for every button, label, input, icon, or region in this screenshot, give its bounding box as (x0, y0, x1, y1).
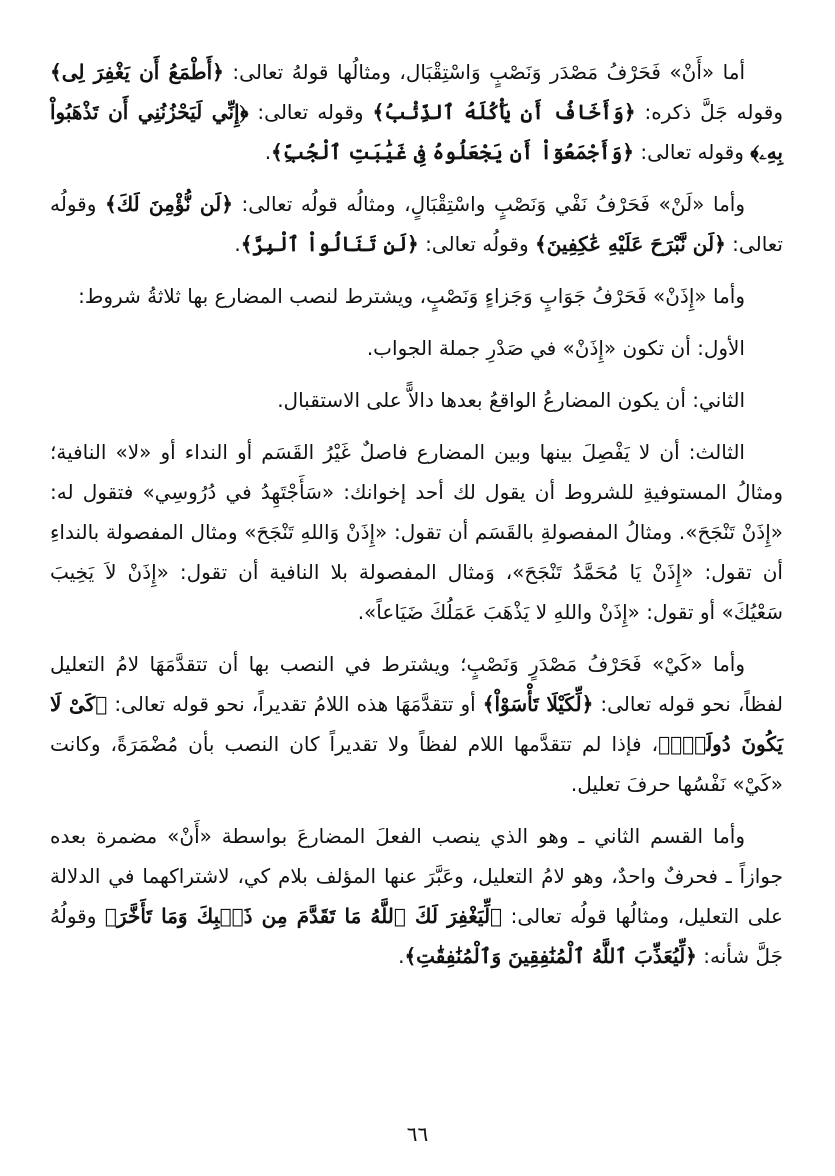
paragraph-text: الأول: أن تكون «إِذَنْ» في صَدْرِ جملة الجواب. (366, 336, 745, 360)
paragraph-idhan (50, 276, 783, 316)
page-number: ٦٦ (406, 1122, 429, 1146)
quran-verse: ﴿كَىْ لَا يَكُونَ دُولَةًۢ﴾ (50, 692, 783, 756)
paragraph-text: الثاني: أن يكون المضارعُ الواقعُ بعدها دالاًّ على الاستقبال. (277, 388, 745, 412)
paragraph-text: وقوله تعالى: (248, 100, 373, 124)
paragraph-text: وأما القسم الثاني ـ وهو الذي ينصب الفعلَ المضارعَ بواسطة «أَنْ» مضمرة بعده جوازاً ـ فحرفٌ واحدٌ، وهو لامُ التعليل، وعَبَّرَ عنها المؤلف بلام كي، لاشتراكهما في الدلالة على التعليل، ومثالُها قولُه تعالى: (50, 824, 783, 928)
paragraph-text: وقولُه تعالى: (50, 192, 783, 256)
paragraph-first (50, 328, 783, 368)
paragraph-second (50, 380, 783, 420)
quran-verse: ﴿أَطْمَعُ أَن يَغْفِرَ لِى﴾ (50, 60, 224, 84)
paragraph-text: أما «أَنْ» فَحَرْفُ مَصْدَر وَنَصْبٍ وَاسْتِقْبَال، ومثالُها قولهُ تعالى: (223, 60, 745, 84)
quran-verse: ﴿لِّيُعَذِّبَ ٱللَّهُ ٱلْمُنَٰفِقِينَ وَٱلْمُنَٰفِقَٰتِ﴾ (404, 944, 697, 968)
paragraph-text: وقولُه تعالى: (418, 232, 535, 256)
quran-verse: ﴿وَأَخَافُ أَن يَأْكُلَهُ ٱلذِّئْبُ﴾ (372, 100, 636, 124)
quran-verse: ﴿لِّكَيْلَا تَأْسَوْاْ﴾ (482, 692, 594, 716)
paragraph-text: وقوله جَلَّ ذكره: (635, 100, 783, 124)
quran-verse: ﴿إِنِّي لَيَحْزُنُنِي أَن تَذْهَبُواْ بِهِۦ﴾ (50, 100, 783, 164)
paragraph-text: أو تتقدَّمَهَا هذه اللامُ تقديراً، نحو قوله تعالى: (107, 692, 483, 716)
paragraph-text: وأما «كَيْ» فَحَرْفُ مَصْدَرٍ وَنَصْبٍ؛ ويشترط في النصب بها أن تتقدَّمَهَا لامُ التعليل لفظاً، نحو قوله تعالى: (50, 652, 783, 716)
paragraph-text: . (234, 232, 241, 256)
paragraph-text: الثالث: أن لا يَفْصِلَ بينها وبين المضارع فاصلٌ غَيْرُ القَسَم أو النداء أو «لا» النافية؛ ومثالُ المستوفيةِ للشروط أن يقول لك أحد إخوانك: «سَأَجْتَهِدُ في دُرُوسِي» فتقول له: «إِذَنْ تَنْجَحَ». ومثالُ المفصولةِ بالقَسَم أن تقول: «إِذَنْ وَاللهِ تَنْجَحَ» ومثال المفصولة بالنداءِ أن تقول: «إِذَنْ يَا مُحَمَّدُ تَنْجَحَ»، وَمثال المفصولة بلا النافية أن تقول: «إِذَنْ لاَ يَخِيبَ سَعْيُكَ» أو تقول: «إِذَنْ واللهِ لا يَذْهَبَ عَمَلُكَ ضَيَاعاً». (50, 440, 783, 624)
paragraph-text: وقوله تعالى: (634, 140, 751, 164)
paragraph-second-part (50, 816, 783, 976)
page-text-body (50, 52, 783, 976)
paragraph-text: وأما «لَنْ» فَحَرْفُ نَفْي وَنَصْبٍ واسْتِقْبَالٍ، ومثالُه قولُه تعالى: (232, 192, 745, 216)
paragraph-third (50, 432, 783, 632)
paragraph-an (50, 52, 783, 172)
quran-verse: ﴿وَأَجْمَعُوٓاْ أَن يَجْعَلُوهُ فِى غَيَٰبَتِ ٱلْجُبِّ﴾ (271, 140, 634, 164)
paragraph-text: وقولُهُ جَلَّ شأنه: (50, 904, 783, 968)
paragraph-kay (50, 644, 783, 804)
quran-verse: ﴿لِّيَغْفِرَ لَكَ ٱللَّهُ مَا تَقَدَّمَ مِن ذَنۢبِكَ وَمَا تَأَخَّرَ﴾ (104, 904, 503, 928)
paragraph-text: . (398, 944, 405, 968)
paragraph-text: . (264, 140, 272, 164)
quran-verse: ﴿لَن نُّؤْمِنَ لَكَ﴾ (104, 192, 233, 216)
quran-verse: ﴿لَن تَنَالُواْ ٱلْبِرَّ﴾ (240, 232, 419, 256)
quran-verse: ﴿لَن نَّبْرَحَ عَلَيْهِ عَٰكِفِينَ﴾ (534, 232, 726, 256)
book-page (0, 52, 835, 1176)
paragraph-text: ، فإذا لم تتقدَّمها اللام لفظاً ولا تقديراً كان النصب بأن مُضْمَرَةً، وكانت «كَيْ» نَفْسُها حرفَ تعليل. (50, 732, 783, 796)
paragraph-lan (50, 184, 783, 264)
paragraph-text: وأما «إِذَنْ» فَحَرْفُ جَوَابٍ وَجَزاءٍ وَنَصْبٍ، ويشترط لنصب المضارع بها ثلاثةُ شروط: (78, 284, 745, 308)
